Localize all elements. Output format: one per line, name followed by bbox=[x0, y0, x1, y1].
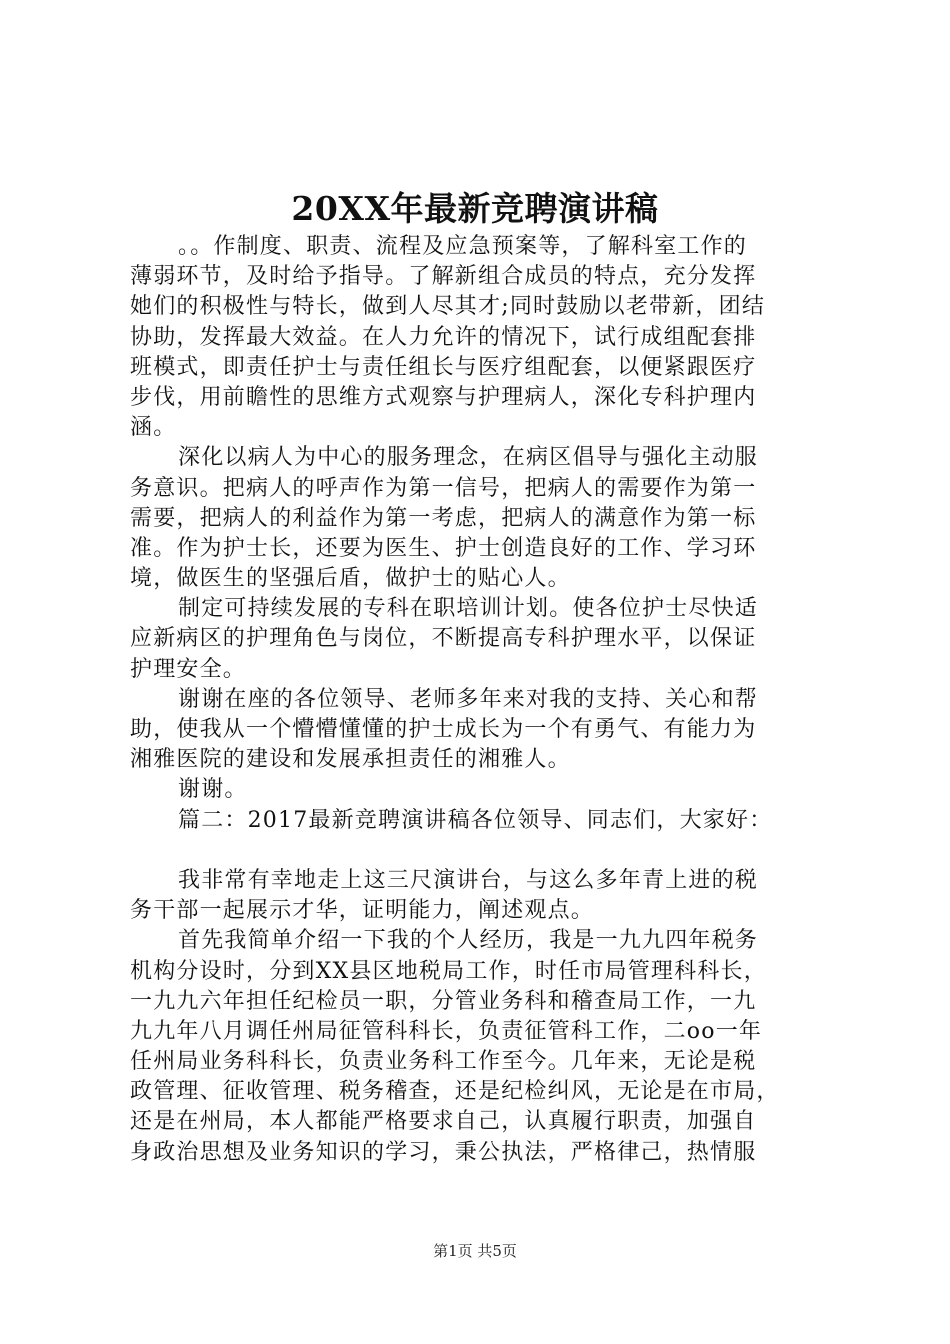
text-line: 班模式，即责任护士与责任组长与医疗组配套，以便紧跟医疗 bbox=[130, 354, 757, 380]
text-line: 应新病区的护理角色与岗位，不断提高专科护理水平，以保证 bbox=[130, 626, 757, 652]
text-line: 我非常有幸地走上这三尺演讲台，与这么多年青上进的税 bbox=[178, 867, 759, 893]
text-line: 谢谢在座的各位领导、老师多年来对我的支持、关心和帮 bbox=[178, 686, 759, 712]
text-line: 她们的积极性与特长，做到人尽其才;同时鼓励以老带新，团结 bbox=[130, 294, 766, 320]
text-line: 准。作为护士长，还要为医生、护士创造良好的工作、学习环 bbox=[130, 535, 757, 561]
text-line: 一九九六年担任纪检员一职，分管业务科和稽查局工作，一九 bbox=[130, 988, 757, 1014]
text-line: 协助，发挥最大效益。在人力允许的情况下，试行成组配套排 bbox=[130, 324, 757, 350]
text-line: 步伐，用前瞻性的思维方式观察与护理病人，深化专科护理内 bbox=[130, 384, 757, 410]
text-line: 九九年八月调任州局征管科科长，负责征管科工作，二oo一年 bbox=[130, 1018, 763, 1044]
document-body bbox=[130, 232, 830, 1168]
text-line: 制定可持续发展的专科在职培训计划。使各位护士尽快适 bbox=[178, 596, 759, 622]
page-title: 20XX年最新竞聘演讲稿 bbox=[291, 189, 659, 228]
text-line: 务干部一起展示才华，证明能力，阐述观点。 bbox=[130, 898, 595, 924]
text-line: 境，做医生的坚强后盾，做护士的贴心人。 bbox=[130, 566, 571, 592]
text-line: 机构分设时，分到XX县区地税局工作，时任市局管理科科长， bbox=[130, 958, 767, 984]
text-line bbox=[130, 836, 830, 866]
text-line: 政管理、征收管理、税务稽查，还是纪检纠风，无论是在市局， bbox=[130, 1079, 780, 1105]
text-line: 还是在州局，本人都能严格要求自己，认真履行职责，加强自 bbox=[130, 1109, 757, 1135]
text-line: 务意识。把病人的呼声作为第一信号，把病人的需要作为第一 bbox=[130, 475, 757, 501]
text-line: 。。作制度、职责、流程及应急预案等，了解科室工作的 bbox=[178, 234, 748, 259]
text-line: 涵。 bbox=[130, 415, 177, 441]
text-line: 护理安全。 bbox=[130, 656, 247, 682]
text-line: 篇二：2017最新竞聘演讲稿各位领导、同志们，大家好： bbox=[178, 807, 773, 833]
text-line: 助，使我从一个懵懵懂懂的护士成长为一个有勇气、有能力为 bbox=[130, 717, 757, 742]
text-line: 湘雅医院的建设和发展承担责任的湘雅人。 bbox=[130, 747, 571, 773]
page-number: 第1页 共5页 bbox=[433, 1242, 517, 1260]
text-line: 深化以病人为中心的服务理念，在病区倡导与强化主动服 bbox=[178, 445, 759, 471]
text-line: 需要，把病人的利益作为第一考虑，把病人的满意作为第一标 bbox=[130, 505, 757, 531]
text-line: 薄弱环节，及时给予指导。了解新组合成员的特点，充分发挥 bbox=[130, 264, 757, 290]
text-line: 身政治思想及业务知识的学习，秉公执法，严格律己，热情服 bbox=[130, 1139, 757, 1165]
text-line: 任州局业务科科长，负责业务科工作至今。几年来，无论是税 bbox=[130, 1049, 757, 1075]
text-line: 首先我简单介绍一下我的个人经历，我是一九九四年税务 bbox=[178, 928, 759, 954]
text-line: 谢谢。 bbox=[178, 777, 248, 803]
